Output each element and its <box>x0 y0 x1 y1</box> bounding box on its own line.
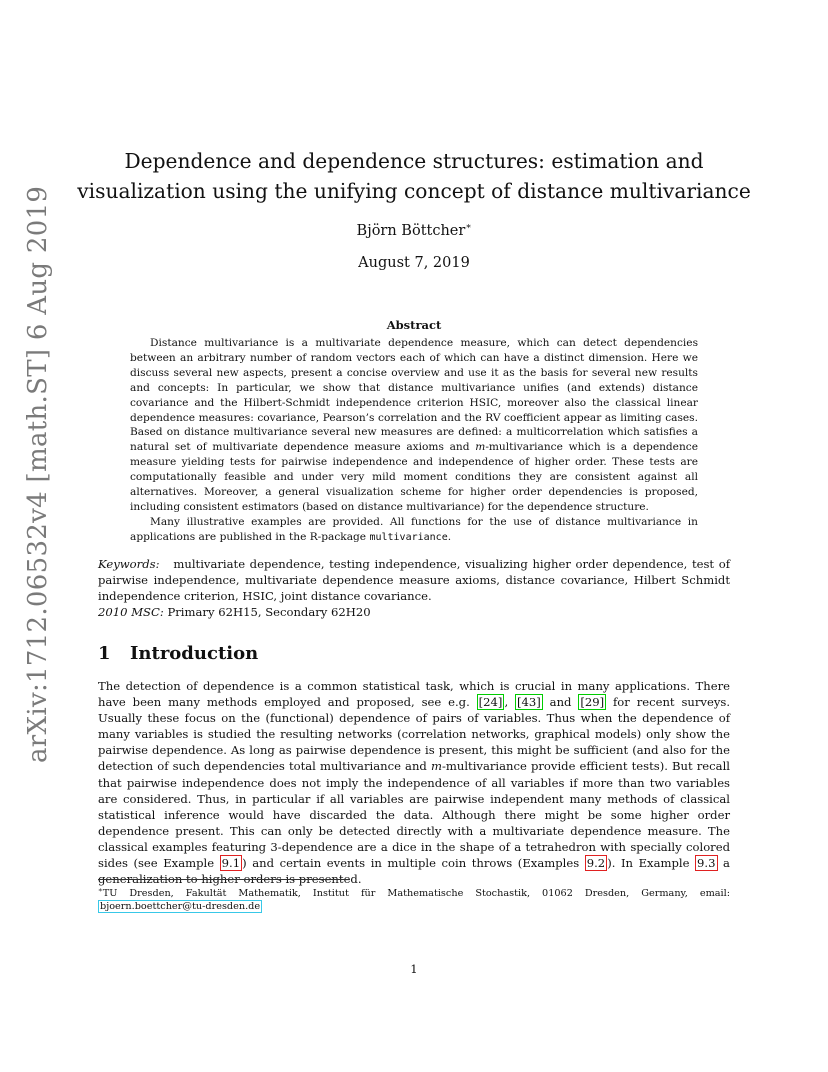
intro-text: , <box>504 695 515 710</box>
abstract-text-part: Distance multivariance is a multivariate dependence measure, which can detect dependencies between an arbitrary number of random vectors each of which can have a distinct dimension. Here we discuss several new aspects, present a concise overview and use it as the basis for several new results and concepts: In particular, we show that distance multivariance unifies (and extends) distance covariance and the Hilbert-Schmidt independence criterion HSIC, moreover also the classical linear dependence measures: covariance, Pearson’s correlation and the RV coefficient appear as limiting cases. Based on distance multivariance several new measures are defined: a multicorrelation which satisfies a natural set of multivariate dependence measure axioms and <box>130 337 698 454</box>
paper-title: Dependence and dependence structures: estimation and visualization using the unifying concept of distance multivariance <box>77 149 751 203</box>
msc-classification <box>98 604 730 620</box>
intro-text: ). In Example <box>607 856 696 871</box>
section-number: 1 <box>98 643 111 664</box>
page-number: 1 <box>410 962 418 976</box>
author-footnote <box>98 884 730 913</box>
keywords <box>98 556 730 604</box>
example-link[interactable]: 9.3 <box>697 856 716 871</box>
intro-text: for recent surveys. Usually these focus on the (functional) dependence of pairs of variables. Thus when the dependence of many variables is studied the resulting networks (correlation networks, graphical models) only show the pairwise dependence. As long as pairwise dependence is present, this might be sufficient (and also for the detection of such dependencies total multivariance and <box>98 695 731 774</box>
abstract-body <box>130 336 698 546</box>
abstract-heading: Abstract <box>386 318 442 332</box>
arxiv-identifier-stamp: arXiv:1712.06532v4 [math.ST] 6 Aug 2019 <box>23 185 53 763</box>
keywords-label: Keywords: <box>98 557 160 571</box>
example-link[interactable]: 9.2 <box>586 856 606 871</box>
msc-label: 2010 MSC: <box>98 605 164 619</box>
author-line <box>0 222 828 239</box>
abstract-text-part: Many illustrative examples are provided. All functions for the use of distance multivariance in applications are published in the R-package <box>130 515 698 543</box>
intro-text: a generalization to higher orders is presented. <box>98 856 730 887</box>
footnote-rule <box>98 879 350 880</box>
math-m: m <box>475 441 486 454</box>
keywords-text: multivariate dependence, testing independence, visualizing higher order dependence, test of pairwise independence, multivariate dependence measure axioms, distance covariance, Hilbert Schmidt independence criterion, HSIC, joint distance covariance. <box>98 557 730 603</box>
example-link[interactable]: 9.1 <box>221 856 241 871</box>
intro-text: ) and certain events in multiple coin throws (Examples <box>242 856 585 871</box>
msc-text: Primary 62H15, Secondary 62H20 <box>167 605 371 619</box>
email-link[interactable]: bjoern.boettcher@tu-dresden.de <box>100 901 261 913</box>
abstract-text-part: . <box>447 530 452 543</box>
intro-text: The detection of dependence is a common statistical task, which is crucial in many applications. There have been many methods employed and proposed, see e.g. <box>98 679 730 710</box>
paper-date: August 7, 2019 <box>358 255 470 271</box>
citation-link[interactable]: [29] <box>580 695 605 710</box>
footnote-text: TU Dresden, Fakultät Mathematik, Institut für Mathematische Stochastik, 01062 Dresden, Germany, email: <box>102 888 730 900</box>
section-heading-introduction <box>98 643 258 664</box>
abstract-text-part: -multivariance which is a dependence measure yielding tests for pairwise independence and independence of higher order. These tests are computationally feasible and under very mild moment conditions they are consistent against all alternatives. Moreover, a general visualization scheme for higher order dependencies is proposed, including consistent estimators (based on distance multivariance) for the dependence structure. <box>130 441 698 513</box>
author-name: Björn Böttcher <box>356 222 466 239</box>
package-name: multivariance <box>369 531 448 543</box>
citation-link[interactable]: [24] <box>478 695 503 710</box>
introduction-paragraph <box>98 678 730 887</box>
abstract-paragraph-2 <box>130 515 698 546</box>
intro-text: -multivariance provide efficient tests). But recall that pairwise independence does not imply the independence of all variables if more than two variables are considered. Thus, in particular if all variables are pairwise independent many methods of classical statistical inference would have discarded the data. Although there might be some higher order dependence present. This can only be detected directly with a multivariate dependence measure. The classical examples featuring 3-dependence are a dice in the shape of a tetrahedron with specially colored sides (see Example <box>98 759 730 871</box>
section-title: Introduction <box>130 643 259 664</box>
footnote-mark: ∗ <box>98 886 103 894</box>
intro-text: and <box>542 695 579 710</box>
author-footnote-mark[interactable]: ∗ <box>465 222 472 232</box>
abstract-paragraph-1 <box>130 336 698 515</box>
citation-link[interactable]: [43] <box>517 695 541 710</box>
math-m: m <box>430 759 442 774</box>
